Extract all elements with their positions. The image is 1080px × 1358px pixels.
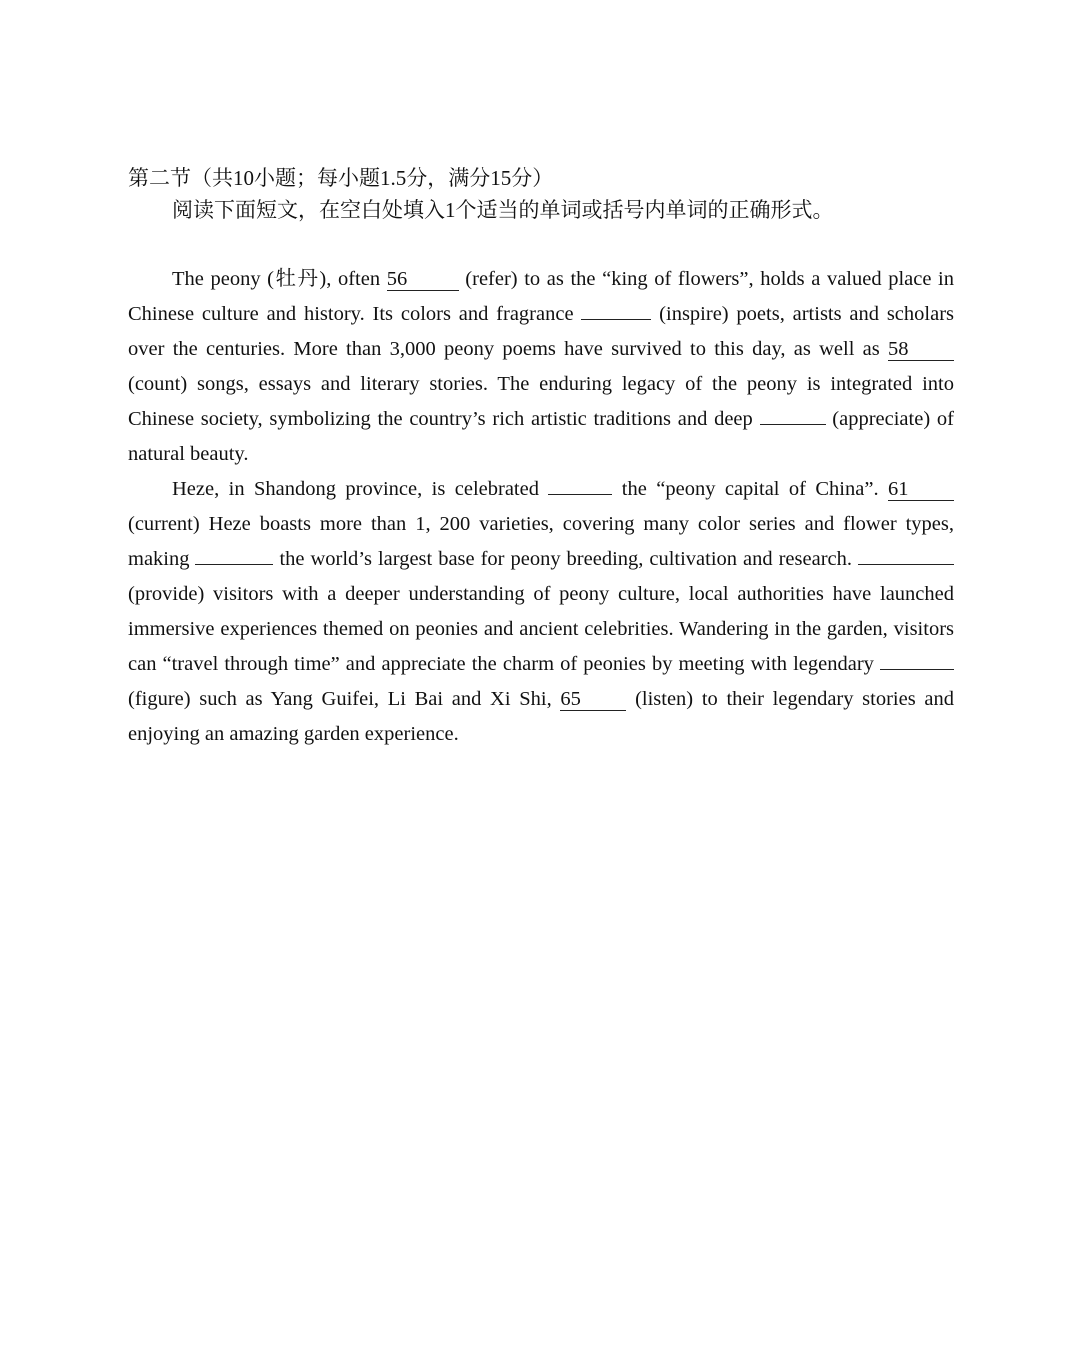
blank-58: 58 <box>888 338 954 361</box>
paragraph-1 <box>128 262 954 472</box>
blank-60 <box>548 494 612 495</box>
passage-text: (current) Heze boasts more than 1, 200 varieties, covering many color series and flower types, making <box>128 513 954 570</box>
reading-passage <box>128 262 954 752</box>
blank-63 <box>858 564 954 565</box>
blank-61: 61 <box>888 478 954 501</box>
paragraph-2 <box>128 472 954 752</box>
section-header <box>128 162 958 226</box>
blank-62 <box>195 564 273 565</box>
section-title: 第二节（共10小题；每小题1.5分，满分15分） <box>128 166 554 190</box>
blank-65: 65 <box>560 688 626 711</box>
passage-text: the world’s largest base for peony breeding, cultivation and research. <box>273 548 858 570</box>
instruction-text: 阅读下面短文，在空白处填入1个适当的单词或括号内单词的正确形式。 <box>172 198 834 222</box>
passage-text: (count) songs, essays and literary stories. The enduring legacy of the peony is integrated into Chinese society, symbolizing the country’s rich artistic traditions and deep <box>128 373 954 430</box>
passage-text: (inspire) poets, artists and scholars over the centuries. More than 3,000 peony poems have survived to this day, as well as <box>128 303 954 360</box>
passage-text: (provide) visitors with a deeper understanding of peony culture, local authorities have launched immersive experiences themed on peonies and ancient celebrities. Wandering in the garden, visitors can “travel through time” and appreciate the charm of peonies by meeting with legendary <box>128 583 954 675</box>
passage-text: (listen) to their legendary stories and enjoying an amazing garden experience. <box>128 688 954 745</box>
passage-text: The peony (牡丹), often <box>172 268 387 290</box>
passage-text: Heze, in Shandong province, is celebrated <box>172 478 549 500</box>
blank-59 <box>760 424 826 425</box>
passage-text: (appreciate) of natural beauty. <box>128 408 954 465</box>
blank-64 <box>880 669 954 670</box>
passage-text: (figure) such as Yang Guifei, Li Bai and Xi Shi, <box>128 688 561 710</box>
blank-57 <box>581 319 651 320</box>
blank-56: 56 <box>387 268 459 291</box>
passage-text: the “peony capital of China”. <box>612 478 888 500</box>
passage-text: (refer) to as the “king of flowers”, holds a valued place in Chinese culture and history. Its colors and fragrance <box>128 268 954 325</box>
